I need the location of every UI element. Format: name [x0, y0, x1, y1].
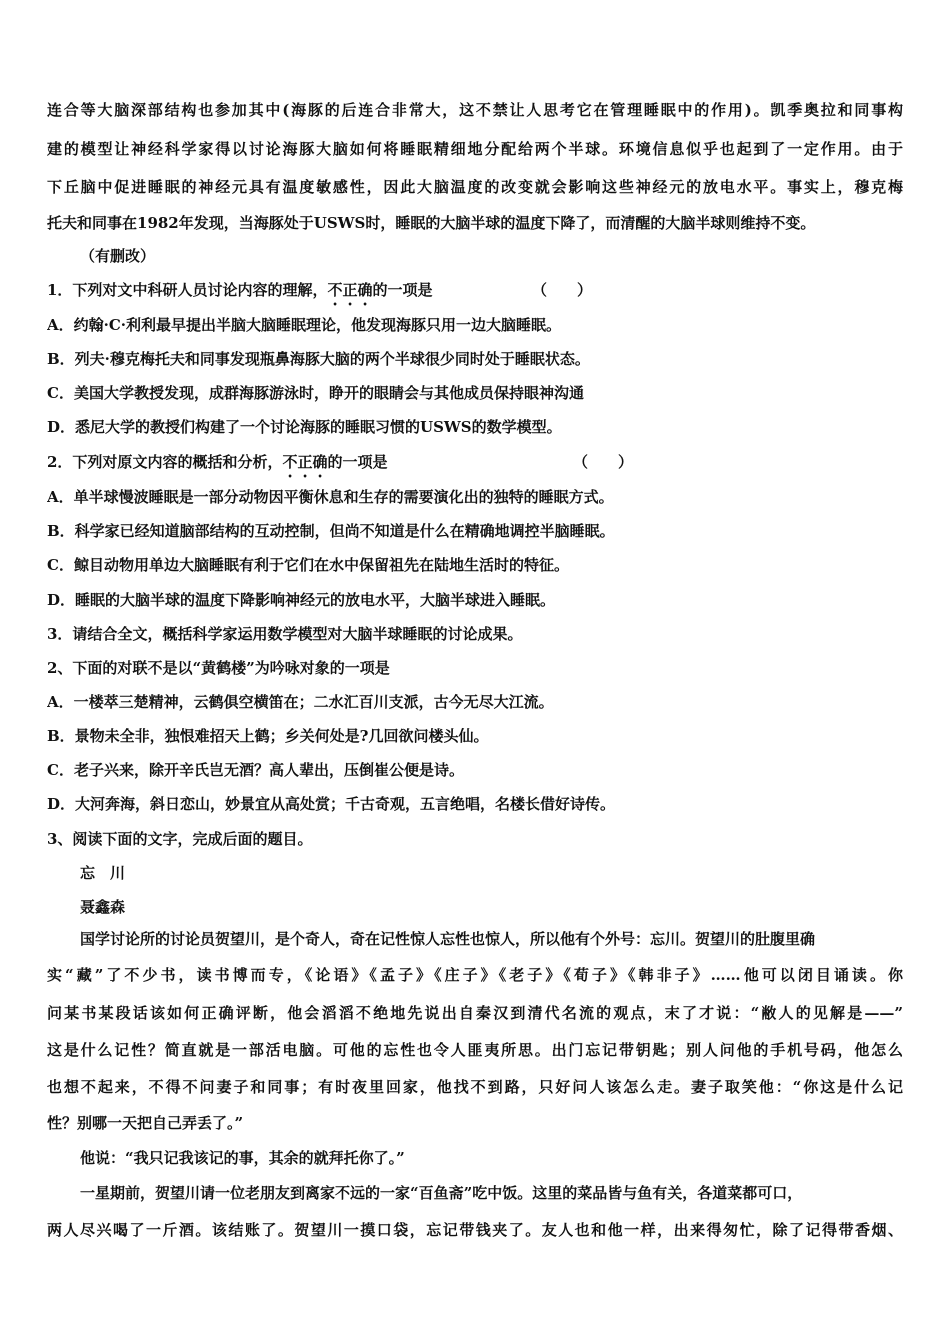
question-1-option-b: B．列夫·穆克梅托夫和同事发现瓶鼻海豚大脑的两个半球很少同时处于睡眠状态。 [47, 350, 590, 368]
section-2-option-b: B．景物未全非，独恨难招天上鹤；乡关何处是?几回欲问楼头仙。 [47, 727, 489, 745]
section-3-stem: 3、阅读下面的文字，完成后面的题目。 [47, 830, 313, 848]
passage-line-2: 建的模型让神经科学家得以讨论海豚大脑如何将睡眠精细地分配给两个半球。环境信息似乎也起到了一定作用。由于 [47, 140, 903, 158]
question-1-stem-before: 1．下列对文中科研人员讨论内容的理解， [47, 281, 328, 299]
story-author: 聂鑫森 [80, 898, 126, 916]
passage-line-3: 下丘脑中促进睡眠的神经元具有温度敏感性，因此大脑温度的改变就会影响这些神经元的放电水平。事实上，穆克梅 [47, 178, 903, 196]
question-1-option-c: C．美国大学教授发现，成群海豚游泳时，睁开的眼睛会与其他成员保持眼神沟通 [47, 384, 584, 402]
story-body-line-5: 也想不起来，不得不问妻子和同事；有时夜里回家，他找不到路，只好问人该怎么走。妻子取笑他：“你这是什么记 [47, 1078, 903, 1096]
story-paragraph-3-line-1: 一星期前，贺望川请一位老朋友到离家不远的一家“百鱼斋”吃中饭。这里的菜品皆与鱼有关，各道菜都可口， [80, 1184, 803, 1202]
section-2-option-c: C．老子兴来，除开辛氏岂无酒？高人辈出，压倒崔公便是诗。 [47, 761, 464, 779]
question-3-stem: 3．请结合全文，概括科学家运用数学模型对大脑半球睡眠的讨论成果。 [47, 625, 523, 643]
story-body-line-3: 问某书某段话该如何正确评断，他会滔滔不绝地先说出自秦汉到清代名流的观点，末了才说：“敝人的见解是——” [47, 1004, 903, 1022]
question-1-option-a: A．约翰·C·利利最早提出半脑大脑睡眠理论，他发现海豚只用一边大脑睡眠。 [47, 316, 562, 334]
passage-line-4: 托夫和同事在1982年发现，当海豚处于USWS时，睡眠的大脑半球的温度下降了，而清醒的大脑半球则维持不变。 [47, 214, 816, 232]
question-1-stem-after: 的一项是 [372, 281, 433, 299]
question-1-emphasis: 不正确 [327, 281, 373, 299]
story-paragraph-2: 他说：“我只记我该记的事，其余的就拜托你了。” [80, 1149, 405, 1167]
question-2-option-a: A．单半球慢波睡眠是一部分动物因平衡休息和生存的需要演化出的独特的睡眠方式。 [47, 488, 614, 506]
story-paragraph-3-line-2: 两人尽兴喝了一斤酒。该结账了。贺望川一摸口袋，忘记带钱夹了。友人也和他一样，出来得匆忙，除了记得带香烟、 [47, 1221, 903, 1239]
passage-line-1: 连合等大脑深部结构也参加其中(海豚的后连合非常大，这不禁让人思考它在管理睡眠中的作用)。凯季奥拉和同事构 [47, 101, 903, 119]
story-title: 忘 川 [80, 864, 126, 882]
question-2-option-b: B．科学家已经知道脑部结构的互动控制，但尚不知道是什么在精确地调控半脑睡眠。 [47, 522, 615, 540]
question-2-option-d: D．睡眠的大脑半球的温度下降影响神经元的放电水平，大脑半球进入睡眠。 [47, 591, 556, 609]
question-2-stem-after: 的一项是 [327, 453, 388, 471]
question-2-option-c: C．鲸目动物用单边大脑睡眠有利于它们在水中保留祖先在陆地生活时的特征。 [47, 556, 569, 574]
question-1-answer-paren: （ ） [532, 281, 593, 299]
section-2-option-d: D．大河奔海，斜日恋山，妙景宜从高处赏；千古奇观，五言绝唱，名楼长借好诗传。 [47, 795, 616, 813]
question-1-option-d: D．悉尼大学的教授们构建了一个讨论海豚的睡眠习惯的USWS的数学模型。 [47, 418, 562, 436]
question-2-stem [47, 451, 903, 481]
story-body-line-4: 这是什么记性？简直就是一部活电脑。可他的忘性也令人匪夷所思。出门忘记带钥匙；别人问他的手机号码，他怎么 [47, 1041, 903, 1059]
passage-note: （有删改） [80, 247, 156, 265]
question-2-stem-before: 2．下列对原文内容的概括和分析， [47, 453, 283, 471]
section-2-stem: 2、下面的对联不是以“黄鹤楼”为吟咏对象的一项是 [47, 659, 390, 677]
story-body-line-2: 实“藏”了不少书，读书博而专，《论语》《孟子》《庄子》《老子》《荀子》《韩非子》……他可以闭目诵读。你 [47, 966, 903, 984]
question-1-stem [47, 279, 903, 309]
section-2-option-a: A．一楼萃三楚精神，云鹤俱空横笛在；二水汇百川支派，古今无尽大江流。 [47, 693, 554, 711]
question-2-answer-paren: （ ） [573, 453, 634, 471]
question-2-emphasis: 不正确 [282, 453, 328, 471]
story-body-line-6: 性？别哪一天把自己弄丢了。” [47, 1114, 244, 1132]
story-body-line-1: 国学讨论所的讨论员贺望川，是个奇人，奇在记性惊人忘性也惊人，所以他有个外号：忘川。贺望川的肚腹里确 [80, 930, 816, 948]
